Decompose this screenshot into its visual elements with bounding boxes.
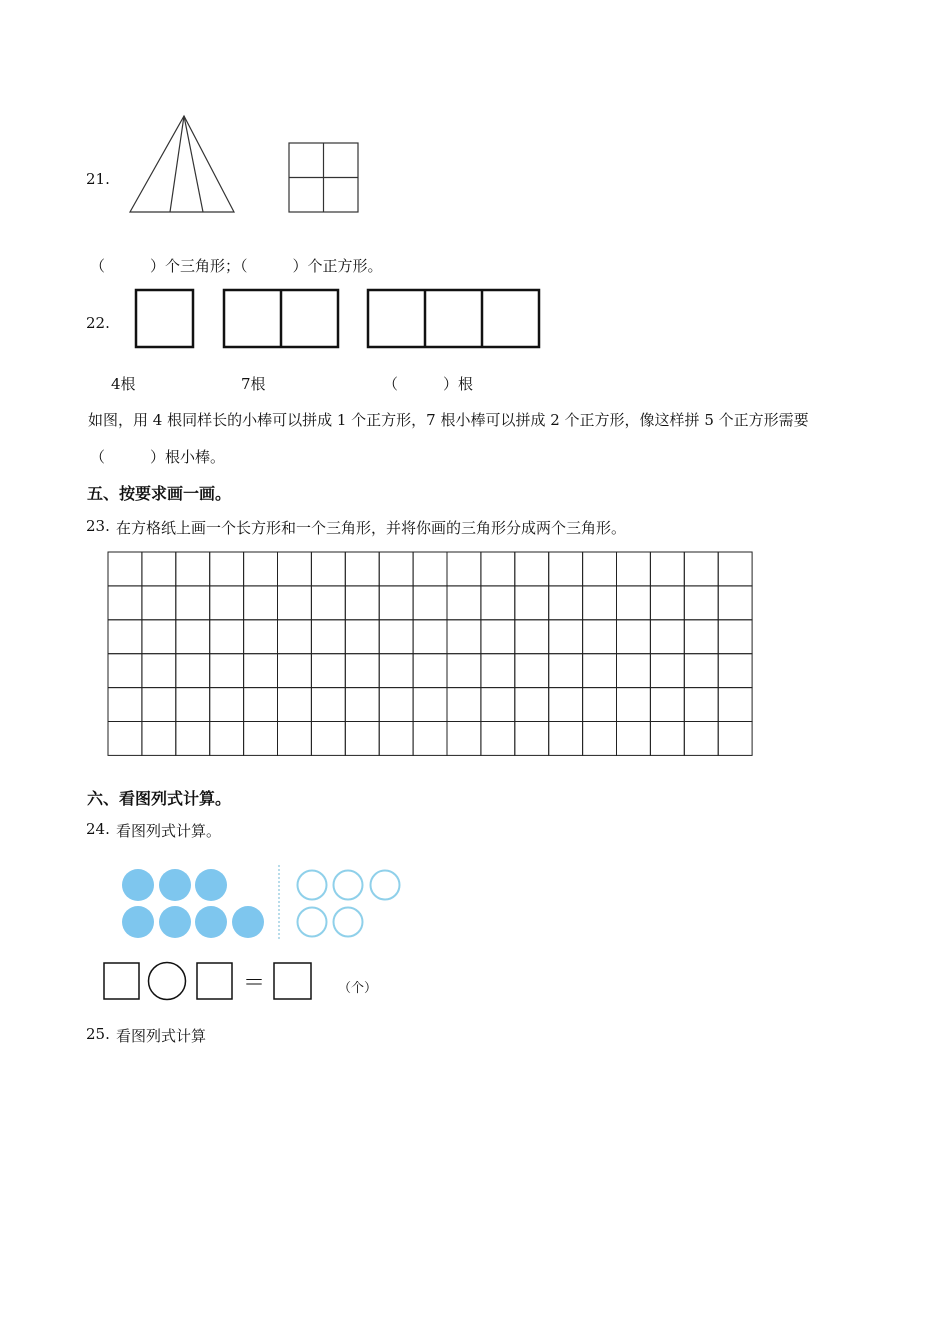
grid-cell[interactable] xyxy=(278,620,312,654)
grid-cell[interactable] xyxy=(108,586,142,620)
square-grid-figure xyxy=(288,142,360,214)
grid-cell[interactable] xyxy=(379,654,413,688)
grid-cell[interactable] xyxy=(108,688,142,722)
grid-cell[interactable] xyxy=(447,620,481,654)
grid-cell[interactable] xyxy=(718,654,752,688)
grid-cell[interactable] xyxy=(176,552,210,586)
grid-cell[interactable] xyxy=(583,654,617,688)
grid-cell[interactable] xyxy=(379,688,413,722)
filled-circle xyxy=(232,906,264,938)
grid-cell[interactable] xyxy=(447,688,481,722)
grid-cell[interactable] xyxy=(142,552,176,586)
grid-cell[interactable] xyxy=(684,586,718,620)
grid-cell[interactable] xyxy=(413,552,447,586)
q22-label-7: 7根 xyxy=(241,375,266,393)
grid-cell[interactable] xyxy=(515,552,549,586)
grid-cell[interactable] xyxy=(210,654,244,688)
grid-cell[interactable] xyxy=(650,688,684,722)
filled-circle xyxy=(159,869,191,901)
grid-cell[interactable] xyxy=(583,620,617,654)
grid-cell[interactable] xyxy=(311,654,345,688)
grid-cell[interactable] xyxy=(176,688,210,722)
grid-cell[interactable] xyxy=(617,620,651,654)
grid-cell[interactable] xyxy=(244,586,278,620)
grid-cell[interactable] xyxy=(345,722,379,756)
grid-cell[interactable] xyxy=(345,586,379,620)
grid-cell[interactable] xyxy=(481,722,515,756)
answer-box-3[interactable] xyxy=(273,962,313,1002)
grid-cell[interactable] xyxy=(549,586,583,620)
grid-cell[interactable] xyxy=(549,688,583,722)
grid-cell[interactable] xyxy=(684,654,718,688)
grid-cell[interactable] xyxy=(617,688,651,722)
grid-cell[interactable] xyxy=(413,654,447,688)
grid-cell[interactable] xyxy=(176,722,210,756)
q22-label-4: 4根 xyxy=(111,375,136,393)
grid-cell[interactable] xyxy=(650,654,684,688)
two-squares-figure xyxy=(222,288,342,350)
grid-cell[interactable] xyxy=(278,552,312,586)
grid-cell[interactable] xyxy=(684,620,718,654)
grid-cell[interactable] xyxy=(345,654,379,688)
one-square-figure xyxy=(134,288,196,350)
operator-circle[interactable] xyxy=(147,961,189,1003)
empty-circle xyxy=(298,871,327,900)
equals-sign: ＝ xyxy=(243,971,266,996)
answer-box-1[interactable] xyxy=(103,962,141,1002)
grid-cell[interactable] xyxy=(481,620,515,654)
counting-circles-figure xyxy=(118,862,408,942)
grid-cell[interactable] xyxy=(481,688,515,722)
grid-cell[interactable] xyxy=(583,688,617,722)
grid-cell[interactable] xyxy=(515,620,549,654)
unit-label: （个） xyxy=(338,981,378,996)
q22-label-blank: （ ）根 xyxy=(383,375,474,393)
filled-circle xyxy=(195,869,227,901)
grid-cell[interactable] xyxy=(379,586,413,620)
grid-cell[interactable] xyxy=(549,722,583,756)
grid-cell[interactable] xyxy=(684,552,718,586)
grid-cell[interactable] xyxy=(278,722,312,756)
grid-cell[interactable] xyxy=(481,654,515,688)
grid-cell[interactable] xyxy=(583,586,617,620)
grid-cell[interactable] xyxy=(583,552,617,586)
grid-cell[interactable] xyxy=(278,586,312,620)
grid-cell[interactable] xyxy=(379,722,413,756)
grid-cell[interactable] xyxy=(481,552,515,586)
answer-box-2[interactable] xyxy=(196,962,234,1002)
three-squares-figure xyxy=(366,288,544,350)
grid-cell[interactable] xyxy=(515,586,549,620)
grid-cell[interactable] xyxy=(142,620,176,654)
grid-cell[interactable] xyxy=(583,722,617,756)
q22-number: 22. xyxy=(86,314,110,332)
grid-cell[interactable] xyxy=(413,722,447,756)
grid-cell[interactable] xyxy=(244,552,278,586)
q21-answer-line: （ ）个三角形；（ ）个正方形。 xyxy=(90,257,383,275)
grid-cell[interactable] xyxy=(210,722,244,756)
grid-cell[interactable] xyxy=(108,552,142,586)
q22-text-line2: （ ）根小棒。 xyxy=(90,448,226,466)
grid-cell[interactable] xyxy=(311,688,345,722)
grid-cell[interactable] xyxy=(617,654,651,688)
grid-cell[interactable] xyxy=(210,552,244,586)
grid-cell[interactable] xyxy=(617,552,651,586)
grid-cell[interactable] xyxy=(650,552,684,586)
grid-cell[interactable] xyxy=(549,552,583,586)
grid-cell[interactable] xyxy=(617,722,651,756)
grid-cell[interactable] xyxy=(142,586,176,620)
q24-number: 24. xyxy=(86,820,110,838)
q25-text: 看图列式计算 xyxy=(116,1027,207,1045)
q21-number: 21. xyxy=(86,170,110,188)
filled-circle xyxy=(195,906,227,938)
grid-cell[interactable] xyxy=(210,688,244,722)
grid-cell[interactable] xyxy=(244,620,278,654)
grid-cell[interactable] xyxy=(278,688,312,722)
grid-cell[interactable] xyxy=(142,688,176,722)
empty-circle xyxy=(334,908,363,937)
grid-cell[interactable] xyxy=(447,722,481,756)
grid-cell[interactable] xyxy=(684,722,718,756)
grid-cell[interactable] xyxy=(515,722,549,756)
grid-cell[interactable] xyxy=(413,620,447,654)
grid-cell[interactable] xyxy=(413,586,447,620)
grid-cell[interactable] xyxy=(549,620,583,654)
grid-cell[interactable] xyxy=(311,620,345,654)
grid-cell[interactable] xyxy=(481,586,515,620)
grid-cell[interactable] xyxy=(311,722,345,756)
grid-cell[interactable] xyxy=(176,654,210,688)
grid-cell[interactable] xyxy=(447,586,481,620)
grid-cell[interactable] xyxy=(650,722,684,756)
empty-circle xyxy=(298,908,327,937)
grid-cell[interactable] xyxy=(650,620,684,654)
grid-cell[interactable] xyxy=(345,552,379,586)
grid-cell[interactable] xyxy=(718,722,752,756)
triangle-figure xyxy=(128,114,238,216)
grid-cell[interactable] xyxy=(345,688,379,722)
grid-cell[interactable] xyxy=(108,722,142,756)
grid-cell[interactable] xyxy=(176,620,210,654)
grid-cell[interactable] xyxy=(108,620,142,654)
filled-circle xyxy=(122,869,154,901)
q25-number: 25. xyxy=(86,1025,110,1043)
grid-cell[interactable] xyxy=(210,586,244,620)
section6-title: 六、看图列式计算。 xyxy=(87,789,232,808)
grid-cell[interactable] xyxy=(379,620,413,654)
q23-number: 23. xyxy=(86,517,110,535)
grid-cell[interactable] xyxy=(447,654,481,688)
section5-title: 五、按要求画一画。 xyxy=(87,484,232,503)
grid-cell[interactable] xyxy=(549,654,583,688)
graph-paper-grid[interactable] xyxy=(107,551,754,758)
grid-cell[interactable] xyxy=(515,654,549,688)
grid-cell[interactable] xyxy=(718,552,752,586)
grid-cell[interactable] xyxy=(413,688,447,722)
q23-text: 在方格纸上画一个长方形和一个三角形，并将你画的三角形分成两个三角形。 xyxy=(116,519,627,537)
empty-circle xyxy=(334,871,363,900)
grid-cell[interactable] xyxy=(142,654,176,688)
grid-cell[interactable] xyxy=(210,620,244,654)
grid-cell[interactable] xyxy=(244,722,278,756)
grid-cell[interactable] xyxy=(345,620,379,654)
grid-cell[interactable] xyxy=(718,586,752,620)
empty-circle xyxy=(371,871,400,900)
grid-cell[interactable] xyxy=(311,586,345,620)
q24-text: 看图列式计算。 xyxy=(116,822,222,840)
grid-cell[interactable] xyxy=(718,620,752,654)
filled-circle xyxy=(122,906,154,938)
grid-cell[interactable] xyxy=(176,586,210,620)
grid-cell[interactable] xyxy=(447,552,481,586)
filled-circle xyxy=(159,906,191,938)
grid-cell[interactable] xyxy=(278,654,312,688)
grid-cell[interactable] xyxy=(142,722,176,756)
grid-cell[interactable] xyxy=(718,688,752,722)
grid-cell[interactable] xyxy=(108,654,142,688)
grid-cell[interactable] xyxy=(650,586,684,620)
grid-cell[interactable] xyxy=(244,688,278,722)
grid-cell[interactable] xyxy=(617,586,651,620)
grid-cell[interactable] xyxy=(379,552,413,586)
grid-cell[interactable] xyxy=(244,654,278,688)
grid-cell[interactable] xyxy=(311,552,345,586)
q22-text-line1: 如图，用 4 根同样长的小棒可以拼成 1 个正方形，7 根小棒可以拼成 2 个正方形，像这样拼 5 个正方形需要 xyxy=(88,411,809,429)
grid-cell[interactable] xyxy=(515,688,549,722)
grid-cell[interactable] xyxy=(684,688,718,722)
